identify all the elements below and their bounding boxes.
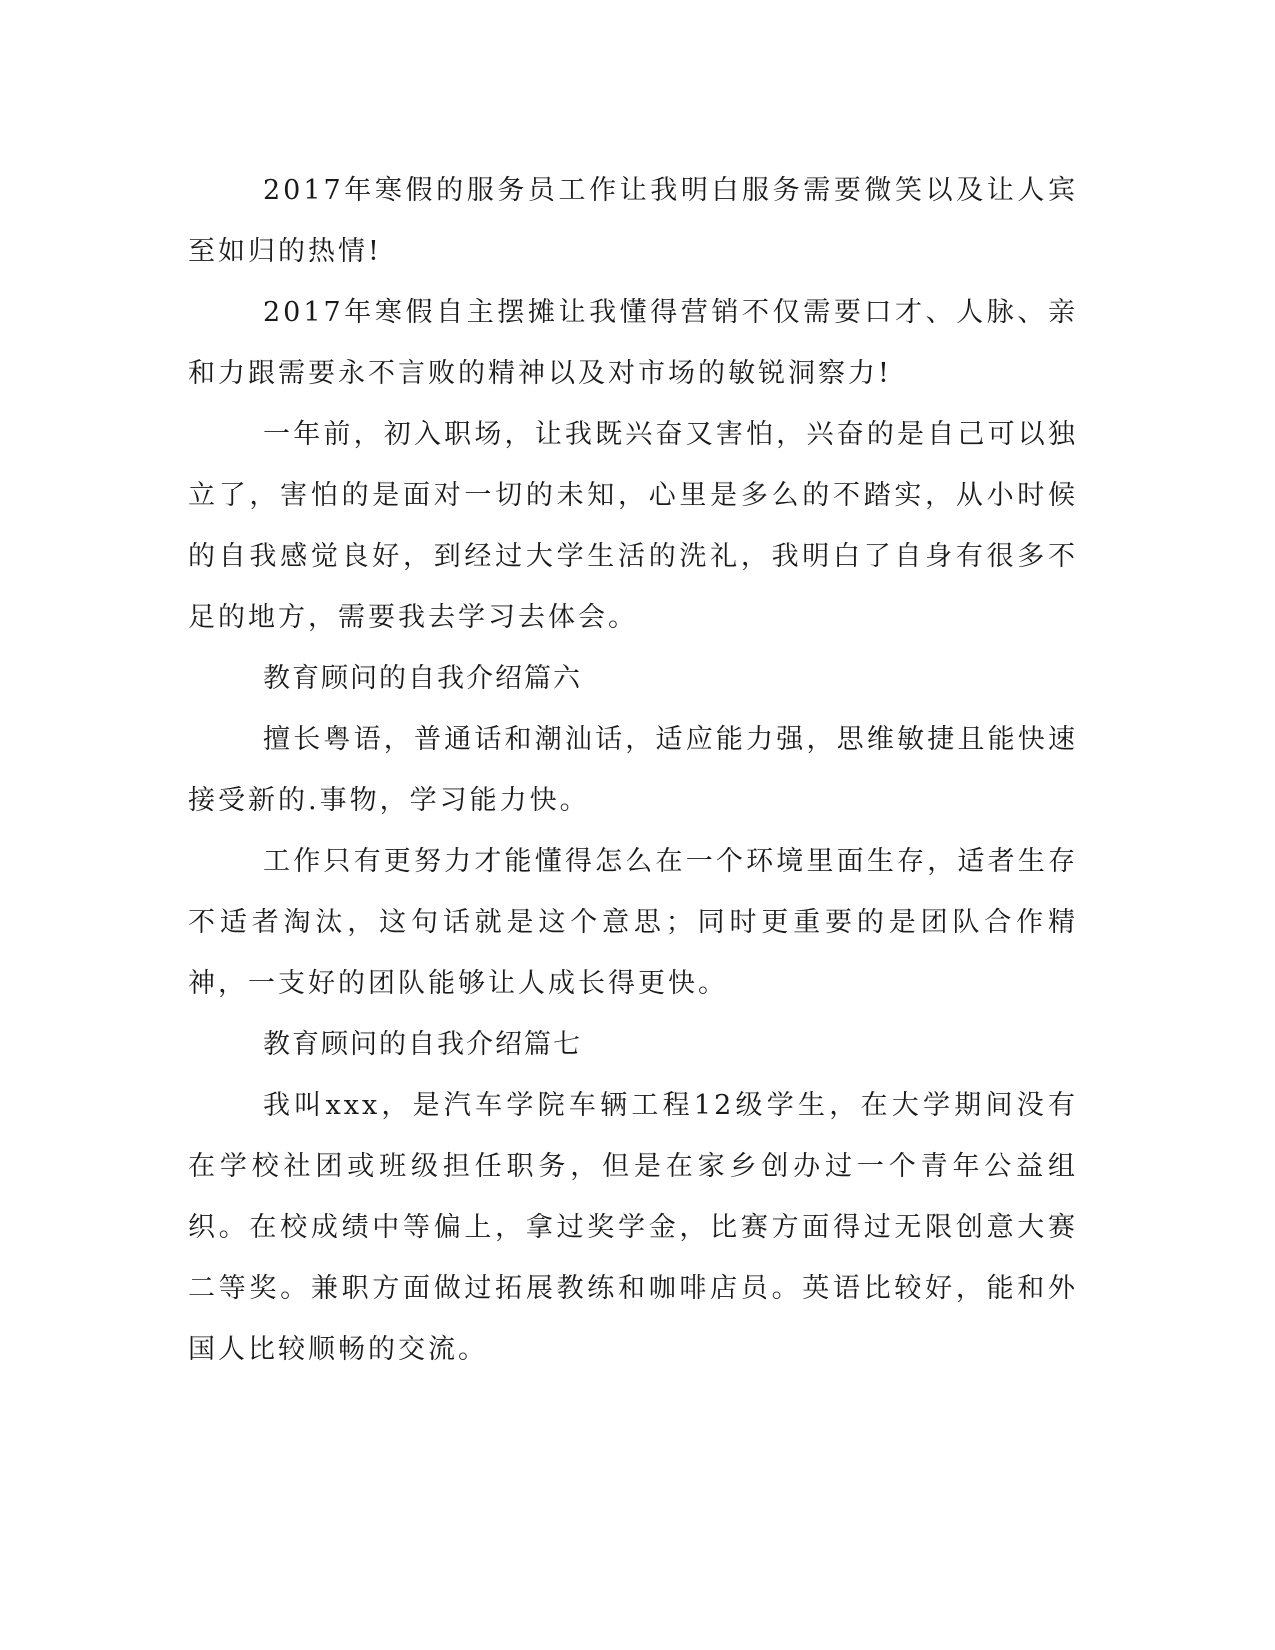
paragraph-teamwork: 工作只有更努力才能懂得怎么在一个环境里面生存，适者生存不适者淘汰，这句话就是这个意思；同时更重要的是团队合作精神，一支好的团队能够让人成长得更快。 (188, 846, 1078, 999)
section-heading-six: 教育顾问的自我介绍篇六 (263, 663, 582, 694)
paragraph-first-job: 一年前，初入职场，让我既兴奋又害怕，兴奋的是自己可以独立了，害怕的是面对一切的未知，心里是多么的不踏实，从小时候的自我感觉良好，到经过大学生活的洗礼，我明白了自身有很多不足的地方，需要我去学习去体会。 (188, 419, 1078, 633)
document-body (188, 160, 1078, 1380)
paragraph-languages: 擅长粤语，普通话和潮汕话，适应能力强，思维敏捷且能快速接受新的.事物，学习能力快。 (188, 724, 1078, 816)
paragraph-self-intro: 我叫xxx，是汽车学院车辆工程12级学生，在大学期间没有在学校社团或班级担任职务，但是在家乡创办过一个青年公益组织。在校成绩中等偏上，拿过奖学金，比赛方面得过无限创意大赛二等奖。兼职方面做过拓展教练和咖啡店员。英语比较好，能和外国人比较顺畅的交流。 (188, 1090, 1078, 1365)
paragraph-winter-waiter: 2017年寒假的服务员工作让我明白服务需要微笑以及让人宾至如归的热情! (188, 175, 1078, 267)
paragraph-winter-stall: 2017年寒假自主摆摊让我懂得营销不仅需要口才、人脉、亲和力跟需要永不言败的精神以及对市场的敏锐洞察力! (188, 297, 1078, 389)
section-heading-seven: 教育顾问的自我介绍篇七 (263, 1029, 582, 1060)
